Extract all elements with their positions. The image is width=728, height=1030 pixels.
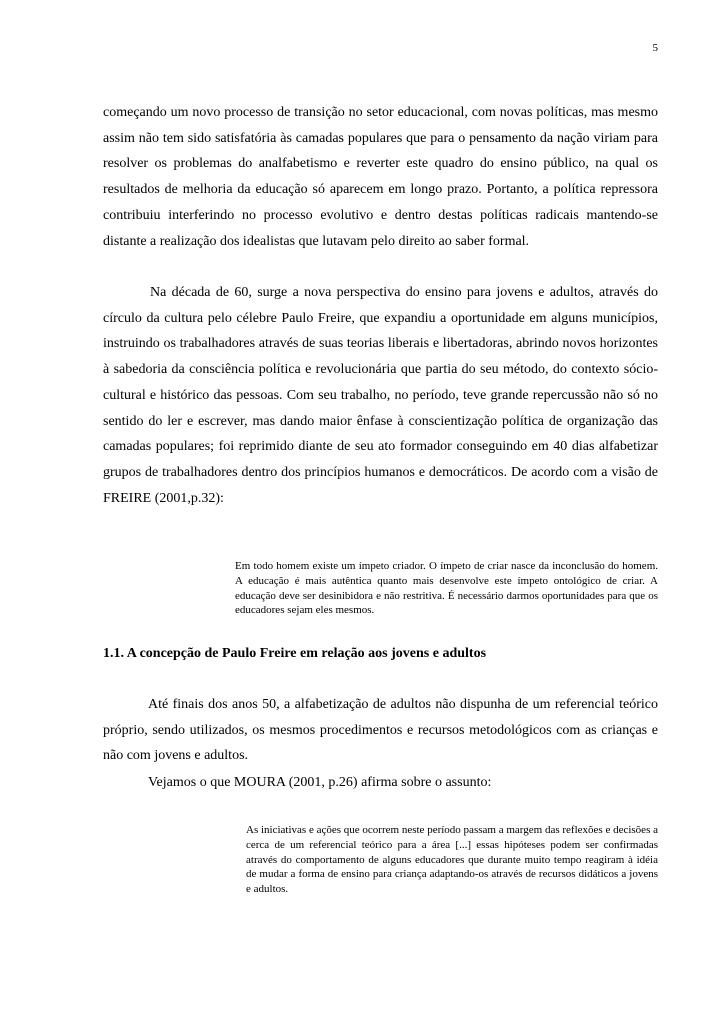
paragraph-decade-60: Na década de 60, surge a nova perspectiva do ensino para jovens e adultos, através do círculo da cultura pelo célebre Paulo Freire, que expandiu a oportunidade em alguns municípios, instruindo os trabalhadores através de suas teorias liberais e libertadoras, abrindo novos horizontes à sabedoria da consciência política e revolucionária que partia do seu método, do contexto sócio-cultural e histórico das pessoas. Com seu trabalho, no período, teve grande repercussão não só no sentido do ler e escrever, mas dando maior ênfase à conscientização política de organização das camadas populares; foi reprimido diante de seu ato formador conseguindo em 40 dias alfabetizar grupos de trabalhadores dentro dos princípios humanos e democráticos. De acordo com a visão de FREIRE (2001,p.32):	[103, 285, 658, 506]
paragraph-fifties: Até finais dos anos 50, a alfabetização de adultos não dispunha de um referencial teórico próprio, sendo utilizados, os mesmos procedimentos e recursos metodológicos com as crianças e não com jovens e adultos.	[103, 697, 658, 764]
block-quote-moura: As iniciativas e ações que ocorrem neste período passam a margem das reflexões e decisões a cerca de um referencial teórico para a área [...] essas hipóteses podem ser confirmadas através do comportamento de alguns educadores que durante muito tempo reagiram à idéia de mudar a forma de ensino para criança adaptando-os através de recursos didáticos a jovens e adultos.	[246, 824, 658, 896]
page-number: 5	[652, 42, 658, 54]
section-heading: 1.1. A concepção de Paulo Freire em relação aos jovens e adultos	[103, 646, 487, 661]
paragraph-transition: começando um novo processo de transição no setor educacional, com novas políticas, mas mesmo assim não tem sido satisfatória às camadas populares que para o pensamento da nação viriam para resolver os problemas do analfabetismo e reverter este quadro do ensino público, na qual os resultados de melhoria da educação só aparecem em longo prazo. Portanto, a política repressora contribuiu interferindo no processo evolutivo e dentro destas políticas radicais mantendo-se distante a realização dos idealistas que lutavam pelo direito ao saber formal.	[103, 105, 658, 249]
block-quote-freire: Em todo homem existe um ímpeto criador. O ímpeto de criar nasce da inconclusão do homem. A educação é mais autêntica quanto mais desenvolve este ímpeto ontológico de criar. A educação deve ser desinibidora e não restritiva. É necessário darmos oportunidades para que os educadores sejam eles mesmos.	[235, 560, 658, 617]
paragraph-moura-intro: Vejamos o que MOURA (2001, p.26) afirma sobre o assunto:	[148, 775, 492, 790]
